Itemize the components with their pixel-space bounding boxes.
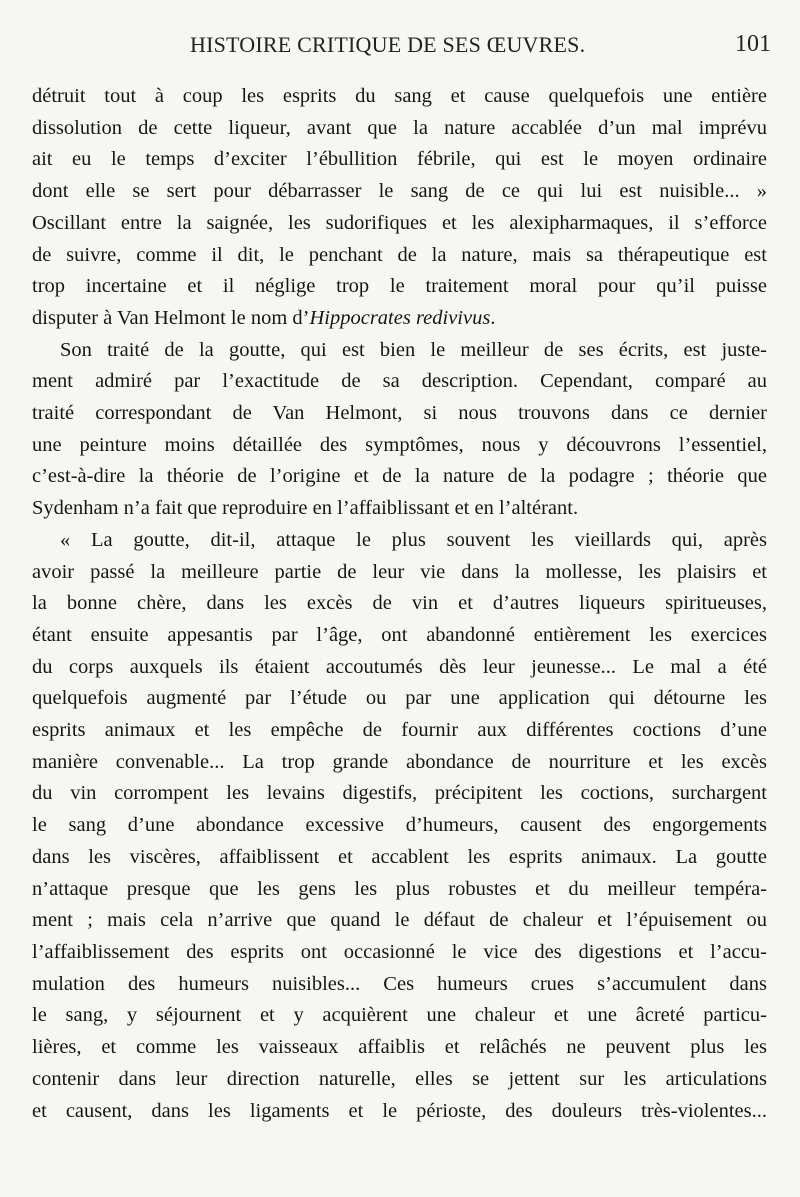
- text-line: traité correspondant de Van Helmont, si nous trouvons dans ce dernier: [32, 402, 767, 425]
- text-line: mulation des humeurs nuisibles... Ces humeurs crues s’accumulent dans: [32, 972, 767, 995]
- text-run: .: [490, 306, 496, 329]
- text-line: ment ; mais cela n’arrive que quand le défaut de chaleur et l’épuisement ou: [32, 909, 767, 932]
- text-line: trop incertaine et il néglige trop le traitement moral pour qu’il puisse: [32, 275, 767, 298]
- text-line: [32, 303, 767, 335]
- text-line: lières, et comme les vaisseaux affaiblis et relâchés ne peuvent plus les: [32, 1036, 767, 1059]
- text-line: Oscillant entre la saignée, les sudorifiques et les alexipharmaques, il s’efforce: [32, 211, 767, 234]
- text-line: quelquefois augmenté par l’étude ou par une application qui détourne les: [32, 687, 767, 710]
- page-header: [0, 26, 800, 60]
- text-line: dont elle se sert pour débarrasser le sang de ce qui lui est nuisible... »: [32, 180, 767, 203]
- text-line: ment admiré par l’exactitude de sa description. Cependant, comparé au: [32, 370, 767, 393]
- text-line: une peinture moins détaillée des symptômes, nous y découvrons l’essentiel,: [32, 433, 767, 456]
- italic-title: Hippocrates redivivus: [309, 306, 491, 329]
- running-title: HISTOIRE CRITIQUE DE SES ŒUVRES.: [190, 32, 586, 57]
- text-line: Sydenham n’a fait que reproduire en l’affaiblissant et en l’altérant.: [32, 497, 579, 520]
- paragraph-3-quotation: [32, 525, 767, 1127]
- text-line: manière convenable... La trop grande abondance de nourriture et les excès: [32, 750, 767, 773]
- text-line: l’affaiblissement des esprits ont occasionné le vice des digestions et l’accu-: [32, 940, 767, 963]
- text-line: du corps auxquels ils étaient accoutumés dès leur jeunesse... Le mal a été: [32, 655, 767, 678]
- text-line: « La goutte, dit-il, attaque le plus souvent les vieillards qui, après: [60, 528, 767, 551]
- paragraph-2: [32, 335, 767, 525]
- text-run: disputer à Van Helmont le nom d’: [32, 306, 310, 329]
- text-line: le sang, y séjournent et y acquièrent une chaleur et une âcreté particu-: [32, 1004, 767, 1027]
- text-line: du vin corrompent les levains digestifs, précipitent les coctions, surchargent: [32, 782, 767, 805]
- text-line: et causent, dans les ligaments et le périoste, des douleurs très-violentes...: [32, 1099, 767, 1122]
- text-line: contenir dans leur direction naturelle, elles se jettent sur les articulations: [32, 1067, 767, 1090]
- page-number: 101: [735, 31, 771, 57]
- text-line: avoir passé la meilleure partie de leur vie dans la mollesse, les plaisirs et: [32, 560, 767, 583]
- body-text: [32, 81, 767, 1127]
- text-line: le sang d’une abondance excessive d’humeurs, causent des engorgements: [32, 814, 767, 837]
- paragraph-1: [32, 81, 767, 335]
- text-line: de suivre, comme il dit, le penchant de la nature, mais sa thérapeutique est: [32, 243, 767, 266]
- text-line: dans les viscères, affaiblissent et accablent les esprits animaux. La goutte: [32, 845, 767, 868]
- text-line: c’est-à-dire la théorie de l’origine et de la nature de la podagre ; théorie que: [32, 465, 767, 488]
- text-line: esprits animaux et les empêche de fournir aux différentes coctions d’une: [32, 719, 767, 742]
- text-line: Son traité de la goutte, qui est bien le meilleur de ses écrits, est juste-: [60, 338, 767, 361]
- text-line: n’attaque presque que les gens les plus robustes et du meilleur tempéra-: [32, 877, 767, 900]
- text-line: la bonne chère, dans les excès de vin et d’autres liqueurs spiritueuses,: [32, 592, 767, 615]
- text-line: détruit tout à coup les esprits du sang et cause quelquefois une entière: [32, 85, 767, 107]
- text-line: dissolution de cette liqueur, avant que la nature accablée d’un mal imprévu: [32, 116, 767, 139]
- text-line: ait eu le temps d’exciter l’ébullition fébrile, qui est le moyen ordinaire: [32, 148, 767, 171]
- text-line: étant ensuite appesantis par l’âge, ont abandonné entièrement les exercices: [32, 623, 767, 646]
